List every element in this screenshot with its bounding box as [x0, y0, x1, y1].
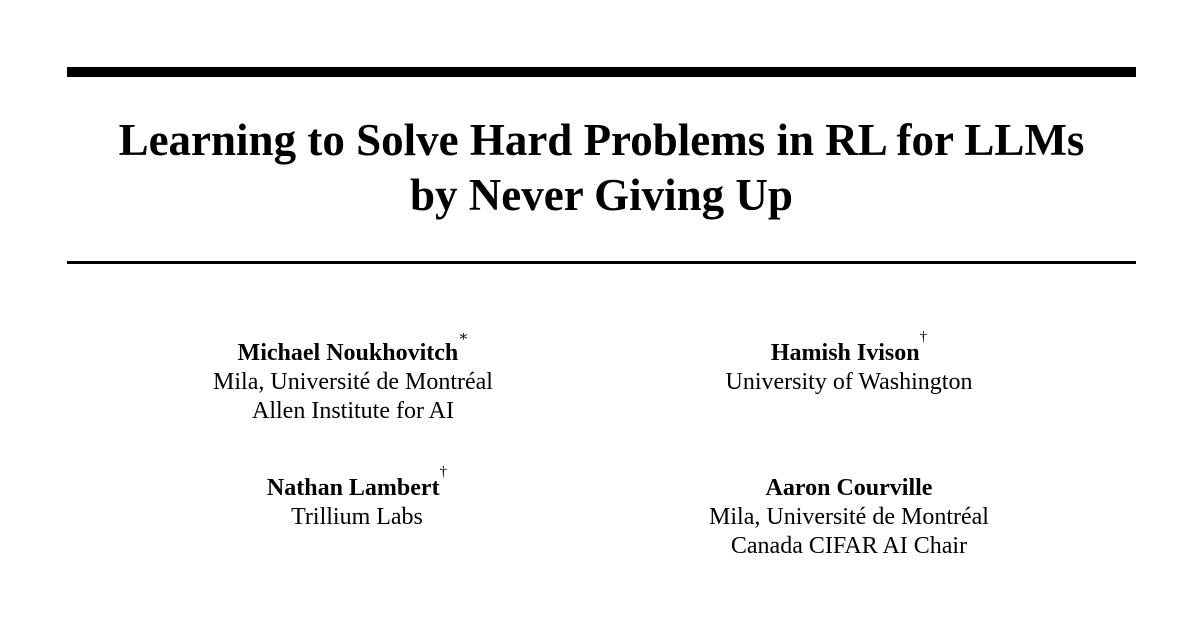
author-name: Hamish Ivison†: [770, 329, 928, 366]
author-affiliation: University of Washington: [725, 369, 973, 395]
author-name: Nathan Lambert†: [266, 464, 448, 501]
title-bottom-rule: [67, 261, 1136, 264]
author-name: Michael Noukhovitch∗: [237, 329, 469, 366]
title-line: by Never Giving Up: [410, 170, 793, 220]
author-affiliation: Mila, Université de Montréal: [213, 369, 493, 395]
author-affiliation: Mila, Université de Montréal: [709, 504, 989, 530]
title-line: Learning to Solve Hard Problems in RL for LLMs: [118, 115, 1085, 165]
author-footnote-mark: †: [919, 329, 928, 345]
author-block: [143, 329, 563, 426]
author-block: [639, 329, 1059, 397]
author-block: [639, 474, 1059, 561]
title-top-rule: [67, 67, 1136, 77]
author-affiliation: Trillium Labs: [291, 504, 423, 530]
author-affiliation: Canada CIFAR AI Chair: [730, 533, 968, 559]
paper-title: [67, 113, 1136, 223]
author-footnote-mark: ∗: [458, 329, 469, 345]
author-name: Aaron Courville: [765, 475, 933, 501]
author-block: [147, 464, 567, 532]
author-affiliation: Allen Institute for AI: [252, 398, 454, 424]
author-footnote-mark: †: [439, 464, 448, 480]
